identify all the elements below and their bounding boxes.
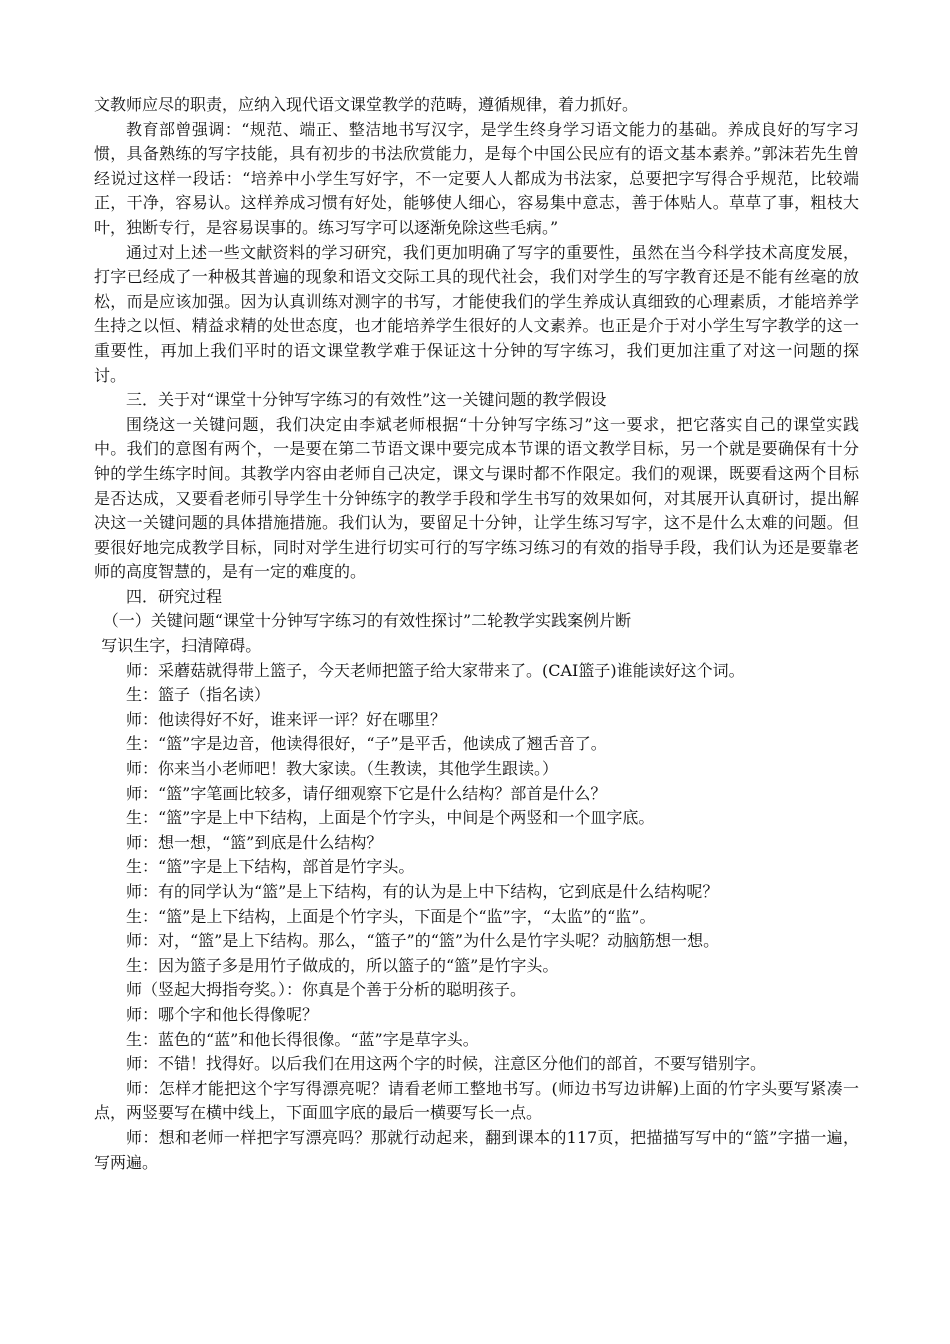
paragraph: 师：不错！找得好。以后我们在用这两个字的时候，注意区分他们的部首，不要写错别字。 [126,1054,767,1074]
paragraph: 通过对上述一些文献资料的学习研究，我们更加明确了写字的重要性，虽然在当今科学技术高度发展，打字已经成了一种极其普遍的现象和语文交际工具的现代社会，我们对学生的写字教育还是不能有丝毫的放松，而是应该加强。因为认真训练对测字的书写，才能使我们的学生养成认真细致的心理素质，才能培养学生持之以恒、精益求精的处世态度，也才能培养学生很好的人文素养。也正是介于对小学生写字教学的这一重要性，再加上我们平时的语文课堂教学难于保证这十分钟的写字练习，我们更加注重了对这一问题的探讨。 [94,242,859,385]
paragraph: 师（竖起大拇指夸奖。）：你真是个善于分析的聪明孩子。 [126,980,527,1000]
paragraph: 生：“篮”字是边音，他读得很好，“子”是平舌，他读成了翘舌音了。 [126,734,607,754]
document-page [94,93,859,1175]
paragraph: 教育部曾强调：“规范、端正、整洁地书写汉字，是学生终身学习语文能力的基础。养成良好的写字习惯，具备熟练的写字技能，具有初步的书法欣赏能力，是每个中国公民应有的语文基本素养。”郭沫若先生曾经说过这样一段话：“培养中小学生写好字，不一定要人人都成为书法家，总要把字写得合乎规范，比较端正，干净，容易认。这样养成习惯有好处，能够使人细心，容易集中意志，善于体贴人。草草了事，粗枝大叶，独断专行，是容易误事的。练习写字可以逐渐免除这些毛病。” [94,119,859,237]
paragraph: 师：“篮”字笔画比较多，请仔细观察下它是什么结构？部首是什么？ [126,783,607,803]
paragraph: 四．研究过程 [126,586,223,606]
paragraph: 生：蓝色的“蓝”和他长得很像。“蓝”字是草字头。 [126,1029,479,1049]
paragraph: 生：篮子（指名读） [126,685,271,705]
paragraph: 文教师应尽的职责，应纳入现代语文课堂教学的范畴，遵循规律，着力抓好。 [94,95,639,114]
paragraph: 围绕这一关键问题，我们决定由李斌老师根据“十分钟写字练习”这一要求，把它落实自己的课堂实践中。我们的意图有两个，一是要在第二节语文课中要完成本节课的语文教学目标，另一个就是要确保有十分钟的学生练字时间。其教学内容由老师自己决定，课文与课时都不作限定。我们的观课，既要看这两个目标是否达成，又要看老师引导学生十分钟练字的教学手段和学生书写的效果如何，对其展开认真研讨，提出解决这一关键问题的具体措施措施。我们认为，要留足十分钟，让学生练习写字，这不是什么太难的问题。但要很好地完成教学目标，同时对学生进行切实可行的写字练习练习的有效的指导手段，我们认为还是要靠老师的高度智慧的，是有一定的难度的。 [94,414,859,582]
paragraph: 三．关于对“课堂十分钟写字练习的有效性”这一关键问题的教学假设 [126,390,607,410]
paragraph: 师：他读得好不好，谁来评一评？好在哪里？ [126,709,447,729]
paragraph: 师：对，“篮”是上下结构。那么，“篮子”的“篮”为什么是竹字头呢？动脑筋想一想。 [126,931,720,951]
paragraph: 生：“篮”是上下结构，上面是个竹字头，下面是个“监”字，“太监”的“监”。 [126,906,656,926]
paragraph: 生：因为篮子多是用竹子做成的，所以篮子的“篮”是竹字头。 [126,955,559,975]
paragraph: 师：怎样才能把这个字写得漂亮呢？请看老师工整地书写。(师边书写边讲解)上面的竹字头要写紧凑一点，两竖要写在横中线上，下面皿字底的最后一横要写长一点。 [94,1078,859,1123]
paragraph: 生：“篮”字是上中下结构，上面是个竹字头，中间是个两竖和一个皿字底。 [126,808,655,828]
paragraph: （一）关键问题“课堂十分钟写字练习的有效性探讨”二轮教学实践案例片断 [102,611,632,631]
paragraph: 师：想一想，“篮”到底是什么结构？ [126,832,383,852]
paragraph: 师：采蘑菇就得带上篮子，今天老师把篮子给大家带来了。(CAI篮子)谁能读好这个词。 [126,660,745,680]
paragraph: 生：“篮”字是上下结构，部首是竹字头。 [126,857,415,877]
paragraph: 师：有的同学认为“篮”是上下结构，有的认为是上中下结构，它到底是什么结构呢？ [126,882,719,901]
paragraph: 写识生字，扫清障碍。 [101,636,262,656]
paragraph: 师：想和老师一样把字写漂亮吗？那就行动起来，翻到课本的117页，把描描写写中的“篮”字描一遍，写两遍。 [94,1127,859,1172]
paragraph: 师：哪个字和他长得像呢？ [126,1004,319,1024]
paragraph: 师：你来当小老师吧！教大家读。（生教读，其他学生跟读。） [126,759,559,779]
